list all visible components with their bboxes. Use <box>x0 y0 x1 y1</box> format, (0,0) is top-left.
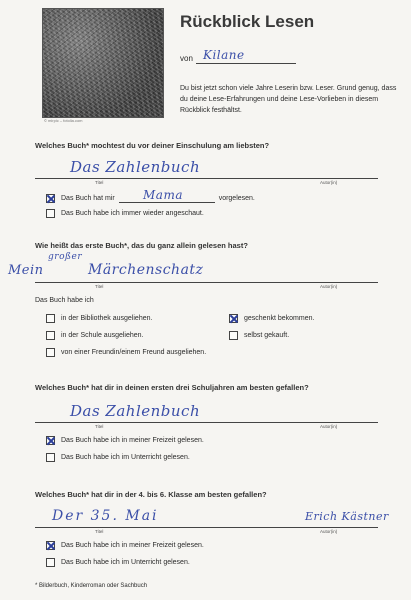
q1-opt2-label: Das Buch habe ich immer wieder angeschaut. <box>61 210 204 217</box>
q1-opt1-prefix: Das Buch hat mir <box>61 194 115 202</box>
q2-checkbox-gift[interactable] <box>229 314 238 323</box>
q2-checkbox-friend[interactable] <box>46 348 55 357</box>
illustration-credit: © mirpic – fotolia.com <box>44 118 83 123</box>
q2-checkbox-library[interactable] <box>46 314 55 323</box>
q2-option-bought-label: selbst gekauft. <box>244 332 290 339</box>
q3-opt1-label: Das Buch habe ich in meiner Freizeit gelesen. <box>61 437 204 444</box>
question-2: Wie heißt das erste Buch*, das du ganz allein gelesen hast? <box>35 241 248 250</box>
book-illustration <box>42 8 164 118</box>
q2-option-gift-label: geschenkt bekommen. <box>244 315 315 322</box>
question-4: Welches Buch* hat dir in der 4. bis 6. Klasse am besten gefallen? <box>35 490 267 499</box>
q4-author-label: Autor(in) <box>320 529 338 534</box>
q2-option-friend-label: von einer Freundin/einem Freund ausgeliehen. <box>61 349 207 356</box>
q3-title-label: Titel <box>95 424 104 429</box>
q2-checkbox-bought[interactable] <box>229 331 238 340</box>
q1-answer-line <box>35 178 378 179</box>
q2-title-answer[interactable]: Märchenschatz <box>88 262 204 278</box>
q4-opt2-label: Das Buch habe ich im Unterricht gelesen. <box>61 559 190 566</box>
question-3: Welches Buch* hat dir in deinen ersten drei Schuljahren am besten gefallen? <box>35 383 309 392</box>
q3-author-label: Autor(in) <box>320 424 338 429</box>
q3-checkbox-1[interactable] <box>46 436 55 445</box>
q1-title-answer[interactable]: Das Zahlenbuch <box>70 158 201 176</box>
q1-option-looked-at[interactable] <box>46 209 204 218</box>
q1-checkbox-1[interactable] <box>46 194 55 203</box>
q4-checkbox-1[interactable] <box>46 541 55 550</box>
q4-option-lesson[interactable] <box>46 558 190 567</box>
q2-insert-answer[interactable]: großer <box>48 252 83 262</box>
q4-answer-line <box>35 527 378 528</box>
q3-opt2-label: Das Buch habe ich im Unterricht gelesen. <box>61 454 190 461</box>
intro-text: Du bist jetzt schon viele Jahre Leserin bzw. Leser. Grund genug, dass du deine Lese-Erfahrungen und deine Lese-Vorlieben in diesem Rückblick festhältst. <box>180 85 397 114</box>
name-line <box>196 63 296 64</box>
page-title: Rückblick Lesen <box>180 12 315 31</box>
q4-opt1-label: Das Buch habe ich in meiner Freizeit gelesen. <box>61 542 204 549</box>
q2-option-bought[interactable] <box>229 331 289 340</box>
q1-checkbox-2[interactable] <box>46 209 55 218</box>
q2-option-school[interactable] <box>46 331 144 340</box>
q3-checkbox-2[interactable] <box>46 453 55 462</box>
q4-title-label: Titel <box>95 529 104 534</box>
q3-option-lesson[interactable] <box>46 453 190 462</box>
q2-option-library[interactable] <box>46 314 152 323</box>
q4-author-answer[interactable]: Erich Kästner <box>305 510 389 523</box>
q2-option-library-label: in der Bibliothek ausgeliehen. <box>61 315 153 322</box>
q2-prefix-answer[interactable]: Mein <box>8 263 44 278</box>
q2-author-label: Autor(in) <box>320 284 338 289</box>
q3-title-answer[interactable]: Das Zahlenbuch <box>70 402 201 420</box>
q1-opt1-suffix: vorgelesen. <box>218 194 255 202</box>
q4-checkbox-2[interactable] <box>46 558 55 567</box>
q3-option-freetime[interactable] <box>46 436 204 445</box>
q2-option-gift[interactable] <box>229 314 314 323</box>
question-1: Welches Buch* mochtest du vor deiner Einschulung am liebsten? <box>35 141 270 150</box>
q2-answer-line <box>35 282 378 283</box>
footnote: * Bilderbuch, Kinderroman oder Sachbuch <box>35 583 148 589</box>
name-label: von <box>180 54 193 63</box>
q4-option-freetime[interactable] <box>46 541 204 550</box>
q2-intro: Das Buch habe ich <box>35 297 94 304</box>
q2-checkbox-school[interactable] <box>46 331 55 340</box>
q4-title-answer[interactable]: Der 35. Mai <box>52 508 159 524</box>
q2-option-school-label: in der Schule ausgeliehen. <box>61 332 144 339</box>
q2-option-friend[interactable] <box>46 348 206 357</box>
name-handwriting[interactable]: Kilane <box>203 48 245 62</box>
q2-title-label: Titel <box>95 284 104 289</box>
q1-fill-handwriting[interactable]: Mama <box>143 188 183 202</box>
q1-title-label: Titel <box>95 180 104 185</box>
q3-answer-line <box>35 422 378 423</box>
q1-author-label: Autor(in) <box>320 180 338 185</box>
